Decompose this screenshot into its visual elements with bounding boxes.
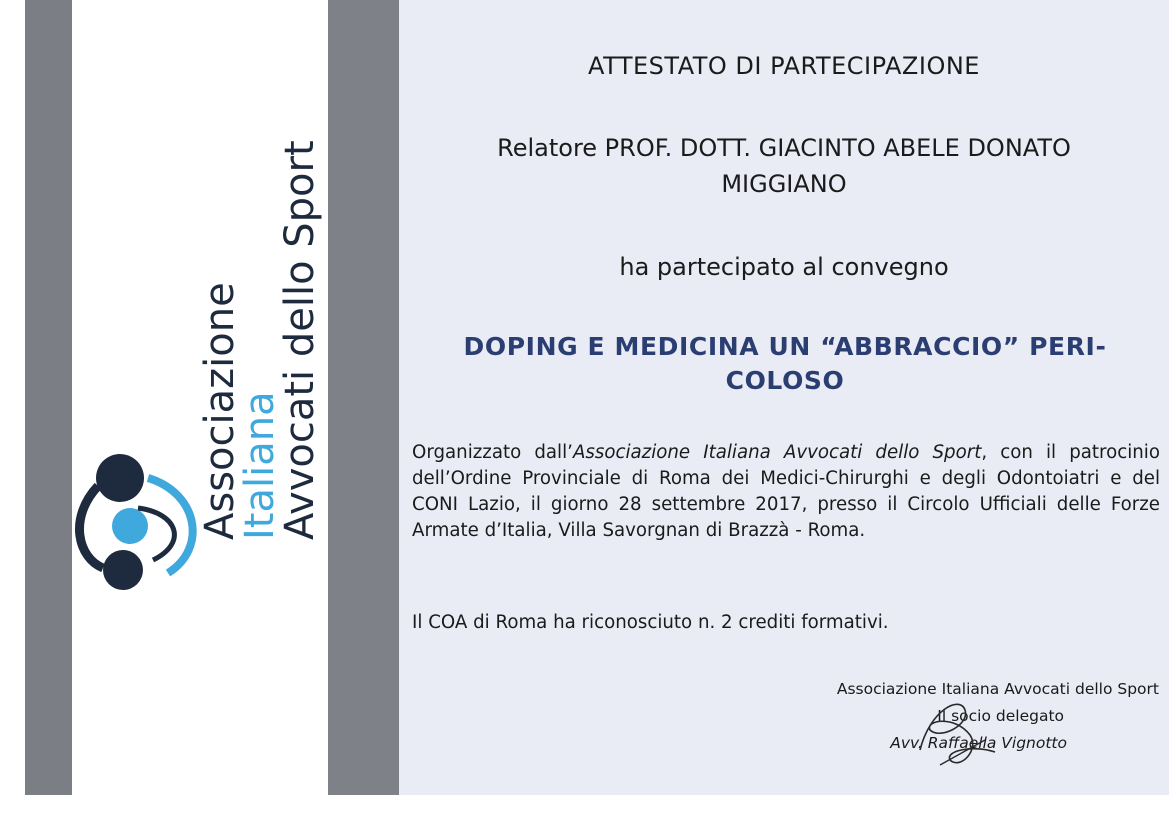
logo-line-1: Associazione [197,282,243,540]
event-description [412,440,1160,544]
handwritten-signature-icon [900,690,1010,780]
bottom-margin [0,795,1169,828]
credits-text: Il COA di Roma ha riconosciuto n. 2 crediti formativi. [412,612,889,633]
logo-line-3: Avvocati dello Sport [277,140,323,540]
body-post: , con il patrocinio dell’Ordine Provinciale di Roma dei Medici-Chirurghi e degli Odontoiatri e del CONI Lazio, il giorno 28 settembre 2017, presso il Circolo Ufficiali delle Forze Armate d’Italia, Villa Savorgnan di Brazzà - Roma. [412,442,1160,541]
logo-wordmark [197,60,323,540]
conference-topic [410,330,1160,398]
topic-line-2: COLOSO [725,366,845,395]
certificate-title: ATTESTATO DI PARTECIPAZIONE [588,52,980,80]
body-association-name: Associazione Italiana Avvocati dello Sport [572,442,982,463]
middle-stripe [328,0,399,795]
logo-line-2: Italiana [237,391,283,540]
topic-line-1: DOPING E MEDICINA UN “ABBRACCIO” PERI- [463,332,1107,361]
left-stripe [25,0,72,795]
association-logo-icon [68,448,218,598]
speaker-line-2: MIGGIANO [721,170,847,198]
speaker-line-1: Relatore PROF. DOTT. GIACINTO ABELE DONATO [497,134,1071,162]
participation-text: ha partecipato al convegno [619,253,949,281]
signature-org: Associazione Italiana Avvocati dello Sport [836,680,1159,698]
signature-role: Il socio delegato [937,707,1064,725]
body-pre: Organizzato dall’ [412,442,573,463]
signature-name: Avv. Raffaella Vignotto [890,734,1067,752]
